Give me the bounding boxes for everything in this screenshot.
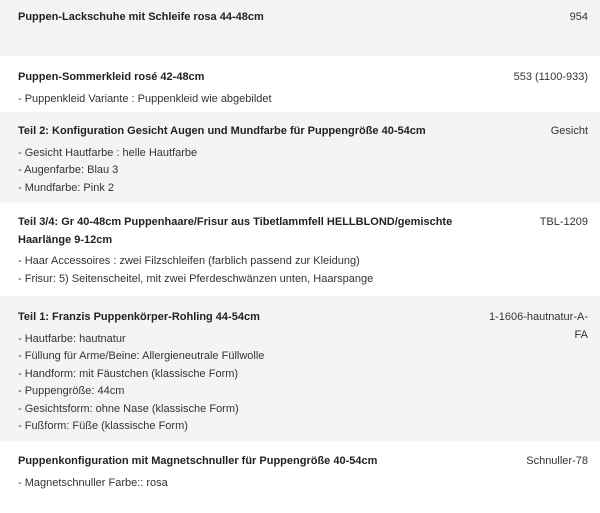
item-sku: TBL-1209 <box>539 216 588 228</box>
item-option: - Frisur: 5) Seitenscheitel, mit zwei Pferdeschwänzen unten, Haarspange <box>18 272 374 285</box>
item-sku: 954 <box>569 11 588 23</box>
item-title: Teil 3/4: Gr 40-48cm Puppenhaare/Frisur aus Tibetlammfell HELLBLOND/gemischte Haarlänge 9-12cm <box>18 216 453 246</box>
item-option: - Puppenkleid Variante : Puppenkleid wie abgebildet <box>18 92 272 105</box>
item-option: - Augenfarbe: Blau 3 <box>18 164 119 176</box>
item-option: - Hautfarbe: hautnatur <box>18 332 126 345</box>
item-sku: Gesicht <box>550 125 588 137</box>
item-option: - Füllung für Arme/Beine: Allergieneutrale Füllwolle <box>18 350 265 362</box>
item-title: Teil 2: Konfiguration Gesicht Augen und Mundfarbe für Puppengröße 40-54cm <box>18 125 426 137</box>
item-option: - Mundfarbe: Pink 2 <box>18 181 114 194</box>
order-item <box>0 56 600 112</box>
item-title: Puppen-Sommerkleid rosé 42-48cm <box>18 71 205 83</box>
order-item <box>0 203 600 296</box>
item-sku: 553 (1100-933) <box>513 71 588 83</box>
item-sku: 1-1606-hautnatur-A-FA <box>488 311 588 341</box>
item-option: - Fußform: Füße (klassische Form) <box>18 420 188 432</box>
order-item <box>0 296 600 441</box>
item-title: Puppenkonfiguration mit Magnetschnuller für Puppengröße 40-54cm <box>18 455 378 467</box>
order-item <box>0 0 600 56</box>
order-item <box>0 441 600 513</box>
item-option: - Gesicht Hautfarbe : helle Hautfarbe <box>18 146 198 159</box>
item-option: - Gesichtsform: ohne Nase (klassische Form) <box>18 402 239 415</box>
item-title: Teil 1: Franzis Puppenkörper-Rohling 44-54cm <box>18 311 260 323</box>
item-option: - Puppengröße: 44cm <box>18 385 125 397</box>
item-sku: Schnuller-78 <box>526 455 588 467</box>
item-option: - Haar Accessoires : zwei Filzschleifen (farblich passend zur Kleidung) <box>18 255 360 267</box>
order-item <box>0 112 600 203</box>
item-title: Puppen-Lackschuhe mit Schleife rosa 44-48cm <box>18 11 264 23</box>
item-option: - Magnetschnuller Farbe:: rosa <box>18 476 168 489</box>
item-option: - Handform: mit Fäustchen (klassische Form) <box>18 367 239 380</box>
